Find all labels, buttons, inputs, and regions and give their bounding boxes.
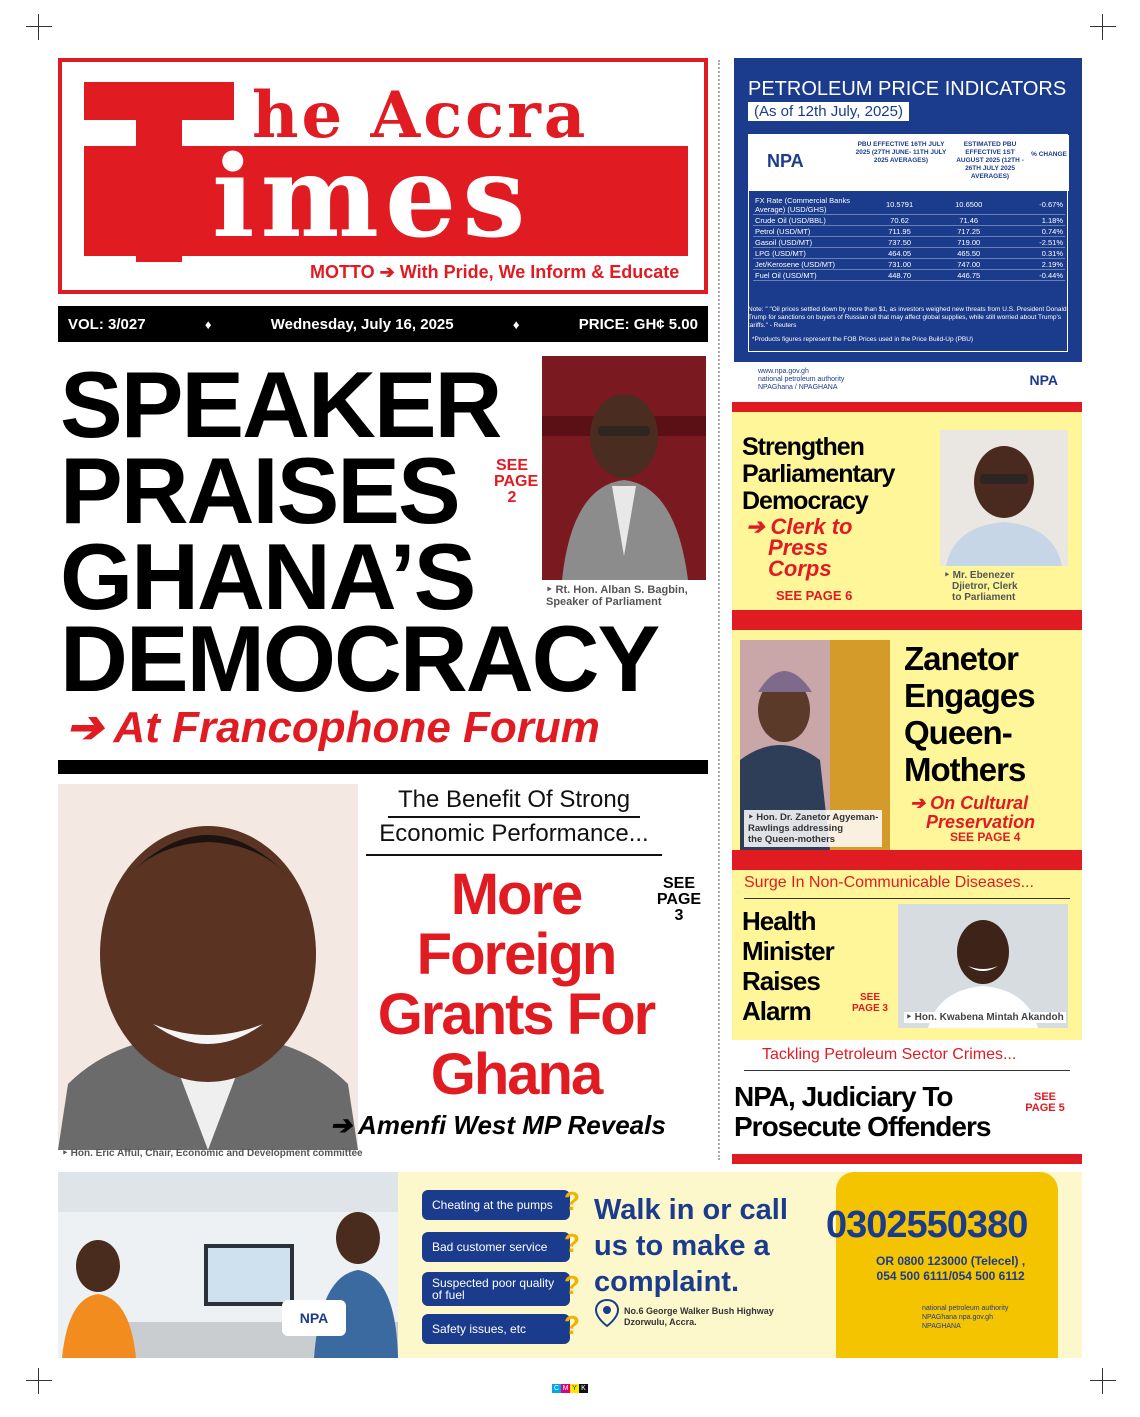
petroleum-row-estimated: 465.50	[934, 248, 1003, 259]
petroleum-row-estimated: 719.00	[934, 237, 1003, 248]
health-kicker-rule	[744, 898, 1070, 899]
petroleum-row-label: Petrol (USD/MT)	[753, 226, 865, 237]
story2-headline-line-4: Ghana	[430, 1042, 602, 1107]
clerk-headline	[742, 434, 894, 515]
lead-rule	[58, 760, 708, 774]
ad-alt-number-1[interactable]: OR 0800 123000 (Telecel) ,	[876, 1254, 1026, 1268]
health-headline-line-3: Raises	[742, 966, 820, 996]
petroleum-row-label: LPG (USD/MT)	[753, 248, 865, 259]
diamond-icon: ♦	[204, 316, 212, 332]
npa-logo-icon: NPA	[282, 1300, 346, 1336]
npa-social-handle: NPAGhana / NPAGHANA	[758, 384, 838, 391]
petroleum-row-label: FX Rate (Commercial Banks Average) (USD/GHS)	[753, 195, 865, 215]
crop-mark-top-left	[26, 14, 52, 40]
cmyk-registration	[552, 1384, 588, 1393]
col-header-current: PBU EFFECTIVE 16TH JULY 2025 (27TH JUNE- 11TH JULY 2025 AVERAGES)	[855, 141, 947, 164]
masthead-motto: MOTTO ➔ With Pride, We Inform & Educate	[310, 262, 680, 282]
clerk-caption-line-1: ‣ Mr. Ebenezer	[944, 570, 1015, 581]
volume-number: VOL: 3/027	[68, 315, 146, 333]
ad-social-links	[922, 1304, 1008, 1331]
zanetor-caption-line-2: Rawlings addressing	[748, 823, 844, 834]
ad-social-1[interactable]: national petroleum authority	[922, 1305, 1009, 1312]
ad-phone-number[interactable]: 0302550380	[826, 1204, 1028, 1246]
question-icon: ?	[564, 1270, 580, 1300]
ad-address-line-1: No.6 George Walker Bush Highway	[624, 1306, 774, 1316]
ad-social-2[interactable]: NPAGhana npa.gov.gh	[922, 1314, 993, 1321]
mp-caption: ‣ Hon. Eric Afful, Chair, Economic and Development committee	[62, 1148, 363, 1159]
health-headline-line-4: Alarm	[742, 996, 811, 1026]
clerk-headline-line-1: Strengthen	[742, 433, 864, 461]
npa-complaint-advert	[58, 1172, 1082, 1358]
npa-website-url[interactable]: www.npa.gov.gh	[758, 368, 809, 375]
masthead-word-accra: he Accra	[252, 78, 589, 153]
petroleum-row-label: Fuel Oil (USD/MT)	[753, 270, 865, 281]
petroleum-row-estimated: 71.46	[934, 215, 1003, 226]
question-icon: ?	[564, 1228, 580, 1258]
zanetor-headline	[904, 640, 1035, 788]
petroleum-row-label: Gasoil (USD/MT)	[753, 237, 865, 248]
question-icon: ?	[564, 1186, 580, 1216]
petroleum-price-panel	[734, 58, 1082, 400]
date-bar	[58, 306, 708, 342]
health-headline-line-1: Health	[742, 906, 816, 936]
petroleum-row-estimated: 747.00	[934, 259, 1003, 270]
ad-issue-3: Suspected poor quality of fuel	[422, 1272, 570, 1306]
speaker-photo	[542, 356, 706, 580]
crop-mark-bottom-left	[26, 1368, 52, 1394]
zanetor-headline-line-1: Zanetor	[904, 640, 1019, 677]
clerk-photo	[940, 430, 1068, 566]
petroleum-title: PETROLEUM PRICE INDICATORS	[748, 78, 1067, 100]
zanetor-see-page[interactable]: SEE PAGE 4	[950, 830, 1021, 844]
npa-judiciary-kicker-rule	[744, 1070, 1070, 1071]
npa-website-name: national petroleum authority	[758, 376, 845, 383]
petroleum-row-change: 2.19%	[1003, 259, 1065, 270]
zanetor-subhead-line-1: ➔ On Cultural	[910, 793, 1029, 813]
question-icon: ?	[564, 1310, 580, 1340]
eric-afful-photo	[58, 784, 358, 1150]
ad-issue-1: Cheating at the pumps	[422, 1190, 570, 1220]
health-minister-caption: ‣ Hon. Kwabena Mintah Akandoh	[906, 1012, 1064, 1023]
clerk-subhead-line-2: Press	[768, 535, 828, 560]
col-header-change: % CHANGE	[1031, 151, 1067, 158]
cmyk-black: K	[579, 1384, 588, 1393]
story2-kicker-line-2: Economic Performance...	[379, 820, 649, 847]
column-divider	[718, 60, 720, 1160]
mp-portrait-icon	[58, 784, 358, 1150]
lead-headline-line-2: PRAISES	[60, 438, 459, 543]
npa-judiciary-headline	[734, 1082, 990, 1142]
story2-headline-line-1: More	[450, 862, 582, 927]
petroleum-row-current: 711.95	[865, 226, 934, 237]
speaker-caption-line-1: ‣ Rt. Hon. Alban S. Bagbin,	[546, 584, 688, 596]
npa-judiciary-story-box	[732, 1040, 1082, 1164]
clerk-headline-line-2: Parliamentary	[742, 460, 895, 488]
lead-kicker: ➔ At Francophone Forum	[66, 703, 600, 752]
petroleum-row	[753, 237, 1065, 248]
petroleum-row-change: -0.67%	[1003, 195, 1065, 215]
clerk-subhead	[746, 516, 852, 579]
health-see-page[interactable]: SEE PAGE 3	[852, 992, 888, 1014]
petroleum-row-current: 731.00	[865, 259, 934, 270]
npa-website[interactable]	[758, 368, 844, 392]
zanetor-subhead	[910, 794, 1035, 832]
zanetor-caption-line-1: ‣ Hon. Dr. Zanetor Agyeman-	[748, 812, 879, 823]
clerk-caption	[944, 570, 1018, 603]
story2-deck: ➔ Amenfi West MP Reveals	[330, 1110, 666, 1140]
zanetor-headline-line-2: Engages	[904, 677, 1035, 714]
zanetor-caption	[744, 810, 882, 847]
petroleum-row-label: Jet/Kerosene (USD/MT)	[753, 259, 865, 270]
ad-alt-number-2[interactable]: 054 500 6111/054 500 6112	[876, 1269, 1025, 1283]
petroleum-row-change: 1.18%	[1003, 215, 1065, 226]
ad-address	[624, 1306, 774, 1328]
speaker-caption	[546, 584, 688, 608]
clerk-portrait-icon	[940, 430, 1068, 566]
kicker-underline-2	[366, 854, 662, 856]
clerk-subhead-line-1: ➔ Clerk to	[746, 514, 853, 539]
petroleum-date: (As of 12th July, 2025)	[748, 102, 909, 121]
ad-alt-numbers	[876, 1254, 1025, 1284]
ad-issue-2: Bad customer service	[422, 1232, 570, 1262]
story2-headline-line-2: Foreign	[416, 922, 616, 987]
health-headline	[742, 906, 834, 1026]
zanetor-headline-line-3: Queen-	[904, 714, 1012, 751]
lead-headline-line-1: SPEAKER	[60, 352, 501, 457]
health-story-box	[732, 860, 1082, 1040]
petroleum-row-current: 70.62	[865, 215, 934, 226]
npa-logo-icon: NPA	[1029, 372, 1058, 388]
diamond-icon: ♦	[512, 316, 520, 332]
npa-judiciary-headline-line-2: Prosecute Offenders	[734, 1111, 991, 1142]
petroleum-row-change: -2.51%	[1003, 237, 1065, 248]
health-minister-photo	[898, 904, 1068, 1028]
petroleum-row-change: 0.31%	[1003, 248, 1065, 259]
call-centre-photo	[58, 1172, 398, 1358]
masthead	[58, 58, 708, 294]
speaker-caption-line-2: Speaker of Parliament	[546, 596, 662, 608]
petroleum-row-estimated: 717.25	[934, 226, 1003, 237]
petroleum-footnote: *Products figures represent the FOB Prices used in the Price Build-Up (PBU)	[752, 336, 974, 343]
petroleum-row	[753, 270, 1065, 281]
petroleum-row	[753, 195, 1065, 215]
issue-price: PRICE: GH¢ 5.00	[578, 315, 698, 333]
clerk-caption-line-3: to Parliament	[952, 592, 1016, 603]
col-header-estimated: ESTIMATED PBU EFFECTIVE 1ST AUGUST 2025 (12TH - 26TH JULY 2025 AVERAGES)	[956, 141, 1024, 180]
clerk-subhead-line-3: Corps	[768, 556, 832, 581]
petroleum-row	[753, 215, 1065, 226]
crop-mark-bottom-right	[1090, 1368, 1116, 1394]
petroleum-note: Note: " "Oil prices settled down by more than $1, as investors weighed new threats from U.S. President Donald Trump for sanctions on buyers of Russian oil that may affect global supplies, while still worried about Trump's tariffs." - Reuters	[748, 306, 1067, 329]
ad-call-to-action: Walk in or call us to make a complaint.	[594, 1194, 788, 1298]
petroleum-data-table	[753, 195, 1065, 281]
npa-judiciary-kicker: Tackling Petroleum Sector Crimes...	[762, 1046, 1017, 1063]
cmyk-yellow: Y	[570, 1384, 579, 1393]
masthead-word-times: imes	[212, 132, 532, 263]
zanetor-story-box	[732, 620, 1082, 860]
story2-headline-line-3: Grants For	[377, 982, 655, 1047]
lead-see-page[interactable]: SEE PAGE 2	[494, 457, 539, 506]
cmyk-magenta: M	[562, 1385, 569, 1392]
story2-see-page[interactable]: SEE PAGE 3	[656, 875, 702, 924]
zanetor-headline-line-4: Mothers	[904, 751, 1026, 788]
npa-logo-icon: NPA	[767, 151, 804, 171]
petroleum-row-change: 0.74%	[1003, 226, 1065, 237]
petroleum-row	[753, 248, 1065, 259]
petroleum-row-label: Crude Oil (USD/BBL)	[753, 215, 865, 226]
zanetor-caption-line-3: the Queen-mothers	[748, 834, 836, 845]
petroleum-row-estimated: 10.6500	[934, 195, 1003, 215]
crop-mark-top-right	[1090, 14, 1116, 40]
minister-portrait-icon	[898, 904, 1068, 1028]
clerk-caption-line-2: Djietror, Clerk	[952, 581, 1018, 592]
map-pin-icon	[594, 1298, 620, 1328]
zanetor-subhead-line-2: Preservation	[926, 812, 1036, 832]
clerk-story-box	[732, 402, 1082, 620]
clerk-see-page[interactable]: SEE PAGE 6	[776, 588, 853, 603]
ad-address-line-2: Dzorwulu, Accra.	[624, 1317, 697, 1327]
clerk-headline-line-3: Democracy	[742, 487, 868, 515]
issue-date: Wednesday, July 16, 2025	[270, 315, 454, 333]
petroleum-row-current: 737.50	[865, 237, 934, 248]
ad-social-3[interactable]: NPAGHANA	[922, 1323, 961, 1330]
story2-kicker-line-1: The Benefit Of Strong	[397, 786, 631, 813]
petroleum-footer	[734, 362, 1082, 400]
petroleum-row-current: 464.05	[865, 248, 934, 259]
petroleum-row	[753, 259, 1065, 270]
call-centre-scene-icon	[58, 1172, 398, 1358]
npa-judiciary-headline-line-1: NPA, Judiciary To	[734, 1081, 953, 1112]
speaker-portrait-icon	[542, 356, 706, 580]
masthead-t-stem	[136, 82, 182, 262]
lead-headline-line-4: DEMOCRACY	[60, 606, 659, 711]
health-kicker: Surge In Non-Communicable Diseases...	[744, 874, 1034, 891]
petroleum-row-change: -0.44%	[1003, 270, 1065, 281]
cmyk-cyan: C	[553, 1385, 560, 1392]
petroleum-row	[753, 226, 1065, 237]
health-headline-line-2: Minister	[742, 936, 834, 966]
lead-headline-line-3: GHANA’S	[60, 524, 475, 629]
ad-issue-4: Safety issues, etc	[422, 1314, 570, 1344]
petroleum-row-current: 448.70	[865, 270, 934, 281]
kicker-underline-1	[388, 816, 640, 818]
npa-judiciary-see-page[interactable]: SEE PAGE 5	[1025, 1091, 1065, 1114]
petroleum-row-estimated: 446.75	[934, 270, 1003, 281]
petroleum-row-current: 10.5791	[865, 195, 934, 215]
petroleum-table-header	[749, 135, 1069, 191]
